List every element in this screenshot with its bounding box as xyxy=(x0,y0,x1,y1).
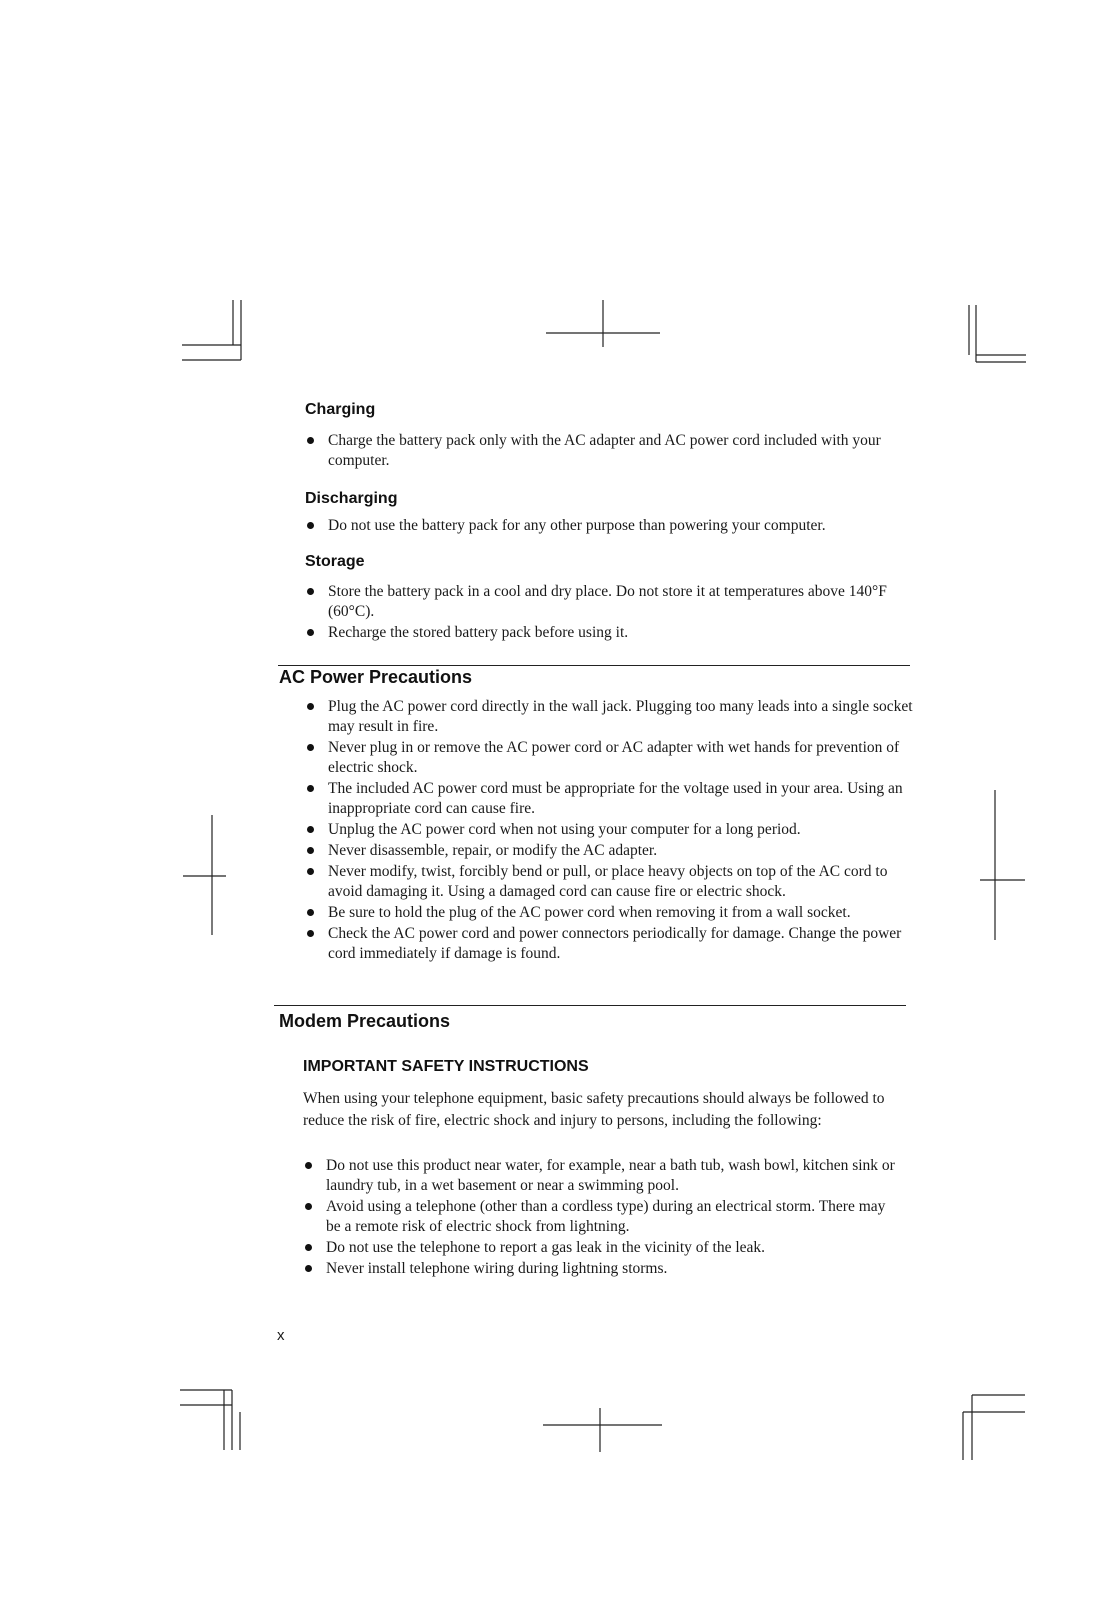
list-charging xyxy=(304,431,904,472)
bullet-icon xyxy=(307,847,314,854)
list-item: Be sure to hold the plug of the AC power cord when removing it from a wall socket. xyxy=(304,903,919,923)
section-rule xyxy=(278,665,910,666)
bullet-icon xyxy=(307,588,314,595)
list-item: Plug the AC power cord directly in the wall jack. Plugging too many leads into a single socket may result in fire. xyxy=(304,697,919,737)
list-ac-power xyxy=(304,697,919,965)
bullet-icon xyxy=(307,437,314,444)
list-item: Never plug in or remove the AC power cord or AC adapter with wet hands for prevention of electric shock. xyxy=(304,738,919,778)
list-item: Never disassemble, repair, or modify the AC adapter. xyxy=(304,841,919,861)
bullet-icon xyxy=(307,629,314,636)
list-item: Check the AC power cord and power connectors periodically for damage. Change the power cord immediately if damage is found. xyxy=(304,924,919,964)
heading-modem: Modem Precautions xyxy=(279,1011,451,1031)
bullet-icon xyxy=(307,826,314,833)
bullet-icon xyxy=(305,1162,312,1169)
heading-storage: Storage xyxy=(305,553,365,570)
list-item: Never install telephone wiring during lightning storms. xyxy=(302,1259,902,1279)
bullet-icon xyxy=(307,744,314,751)
bullet-icon xyxy=(307,909,314,916)
bullet-icon xyxy=(307,785,314,792)
list-item: The included AC power cord must be appropriate for the voltage used in your area. Using an inappropriate cord can cause fire. xyxy=(304,779,919,819)
list-storage xyxy=(304,582,894,644)
list-modem xyxy=(302,1156,902,1280)
bullet-icon xyxy=(307,703,314,710)
list-item: Avoid using a telephone (other than a cordless type) during an electrical storm. There may be a remote risk of electric shock from lightning. xyxy=(302,1197,902,1237)
list-item: Charge the battery pack only with the AC adapter and AC power cord included with your computer. xyxy=(304,431,904,471)
bullet-icon xyxy=(307,930,314,937)
bullet-icon xyxy=(305,1265,312,1272)
list-item: Never modify, twist, forcibly bend or pull, or place heavy objects on top of the AC cord to avoid damaging it. Using a damaged cord can cause fire or electric shock. xyxy=(304,862,919,902)
bullet-icon xyxy=(305,1203,312,1210)
list-item: Do not use the battery pack for any other purpose than powering your computer. xyxy=(304,516,904,536)
list-item: Store the battery pack in a cool and dry place. Do not store it at temperatures above 140°F (60°C). xyxy=(304,582,894,622)
bullet-icon xyxy=(305,1244,312,1251)
list-item: Do not use this product near water, for example, near a bath tub, wash bowl, kitchen sink or laundry tub, in a wet basement or near a swimming pool. xyxy=(302,1156,902,1196)
list-discharging xyxy=(304,516,904,537)
section-rule xyxy=(274,1005,906,1006)
heading-ac-power: AC Power Precautions xyxy=(279,667,473,687)
list-item: Do not use the telephone to report a gas leak in the vicinity of the leak. xyxy=(302,1238,902,1258)
list-item: Unplug the AC power cord when not using your computer for a long period. xyxy=(304,820,919,840)
bullet-icon xyxy=(307,868,314,875)
modem-intro: When using your telephone equipment, basic safety precautions should always be followed to reduce the risk of fire, electric shock and injury to persons, including the following: xyxy=(303,1090,885,1129)
heading-important-safety: IMPORTANT SAFETY INSTRUCTIONS xyxy=(303,1058,589,1075)
bullet-icon xyxy=(307,522,314,529)
heading-charging: Charging xyxy=(305,401,376,418)
page-number: x xyxy=(277,1327,285,1344)
list-item: Recharge the stored battery pack before using it. xyxy=(304,623,894,643)
heading-discharging: Discharging xyxy=(305,490,398,507)
